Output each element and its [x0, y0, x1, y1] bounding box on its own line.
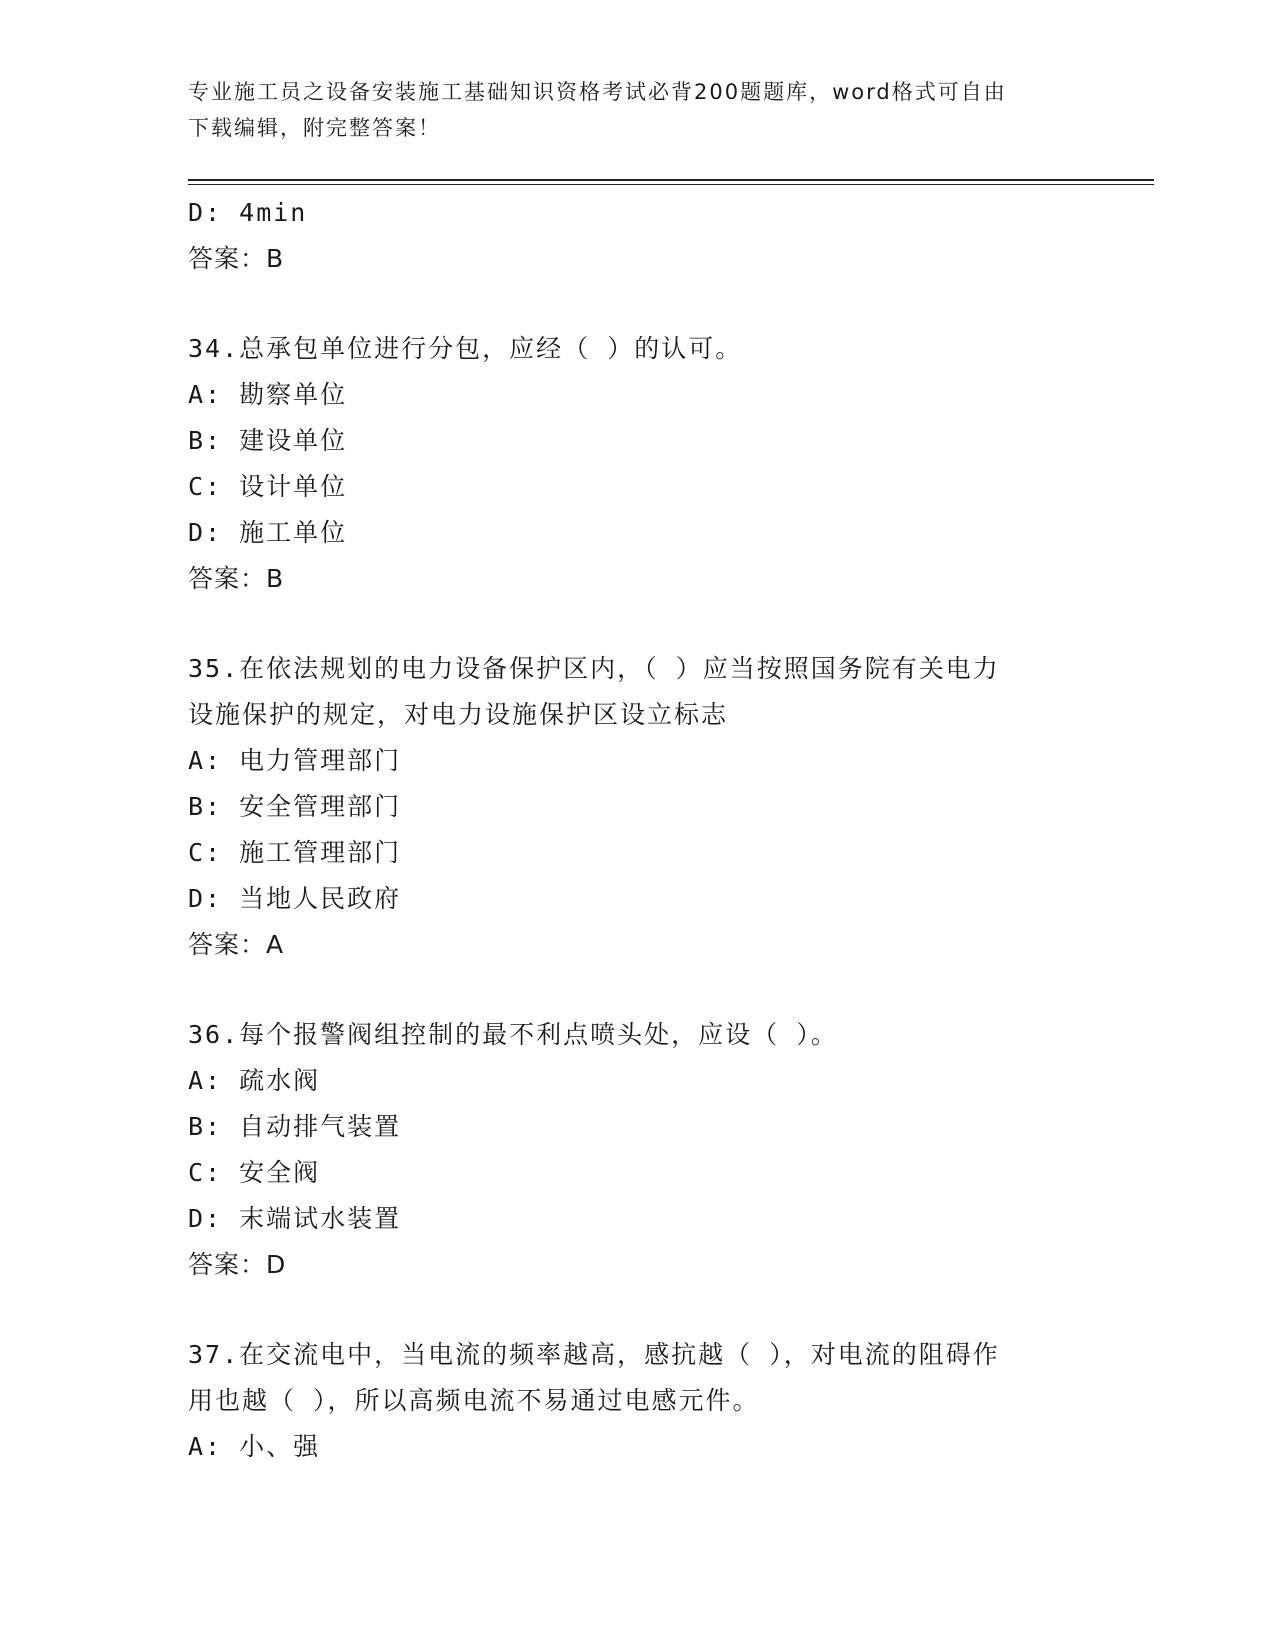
option-a: A: 小、强	[188, 1432, 321, 1461]
document-header	[188, 74, 1088, 146]
option-d: D: 施工单位	[188, 518, 348, 547]
option-c: C: 施工管理部门	[188, 838, 402, 867]
question-36	[188, 1012, 1088, 1288]
question-stem-continued: 用也越（ ），所以高频电流不易通过电感元件。	[188, 1386, 760, 1415]
question-34	[188, 326, 1088, 602]
question-list	[188, 190, 1088, 1470]
answer-line: 答案：A	[188, 930, 285, 959]
option-b: B: 建设单位	[188, 426, 348, 455]
option-a: A: 疏水阀	[188, 1066, 321, 1095]
option-b: B: 自动排气装置	[188, 1112, 402, 1141]
spacer	[188, 602, 1088, 646]
option-d: D: 末端试水装置	[188, 1204, 402, 1233]
option-c: C: 设计单位	[188, 472, 348, 501]
question-stem: 37.在交流电中，当电流的频率越高，感抗越（ ），对电流的阻碍作	[188, 1340, 1000, 1369]
option-d: D: 当地人民政府	[188, 884, 402, 913]
header-divider-thin	[188, 184, 1154, 185]
spacer	[188, 1288, 1088, 1332]
header-title-line-2: 下载编辑，附完整答案！	[188, 116, 441, 140]
question-stem: 34.总承包单位进行分包，应经（ ）的认可。	[188, 334, 743, 363]
spacer	[188, 968, 1088, 1012]
option-d: D: 4min	[188, 198, 308, 227]
option-a: A: 电力管理部门	[188, 746, 402, 775]
option-b: B: 安全管理部门	[188, 792, 402, 821]
option-a: A: 勘察单位	[188, 380, 348, 409]
header-title-line-1: 专业施工员之设备安装施工基础知识资格考试必背200题题库，word格式可自由	[188, 80, 1007, 104]
question-stem: 35.在依法规划的电力设备保护区内，（ ）应当按照国务院有关电力	[188, 654, 1000, 683]
question-stem-continued: 设施保护的规定，对电力设施保护区设立标志	[188, 700, 729, 729]
answer-line: 答案：B	[188, 564, 285, 593]
header-divider-thick	[188, 179, 1154, 181]
answer-line: 答案：B	[188, 244, 285, 273]
answer-line: 答案：D	[188, 1250, 287, 1279]
option-c: C: 安全阀	[188, 1158, 321, 1187]
question-35	[188, 646, 1088, 968]
question-stem: 36.每个报警阀组控制的最不利点喷头处，应设（ ）。	[188, 1020, 838, 1049]
previous-question-tail	[188, 190, 1088, 282]
question-37	[188, 1332, 1088, 1470]
spacer	[188, 282, 1088, 326]
